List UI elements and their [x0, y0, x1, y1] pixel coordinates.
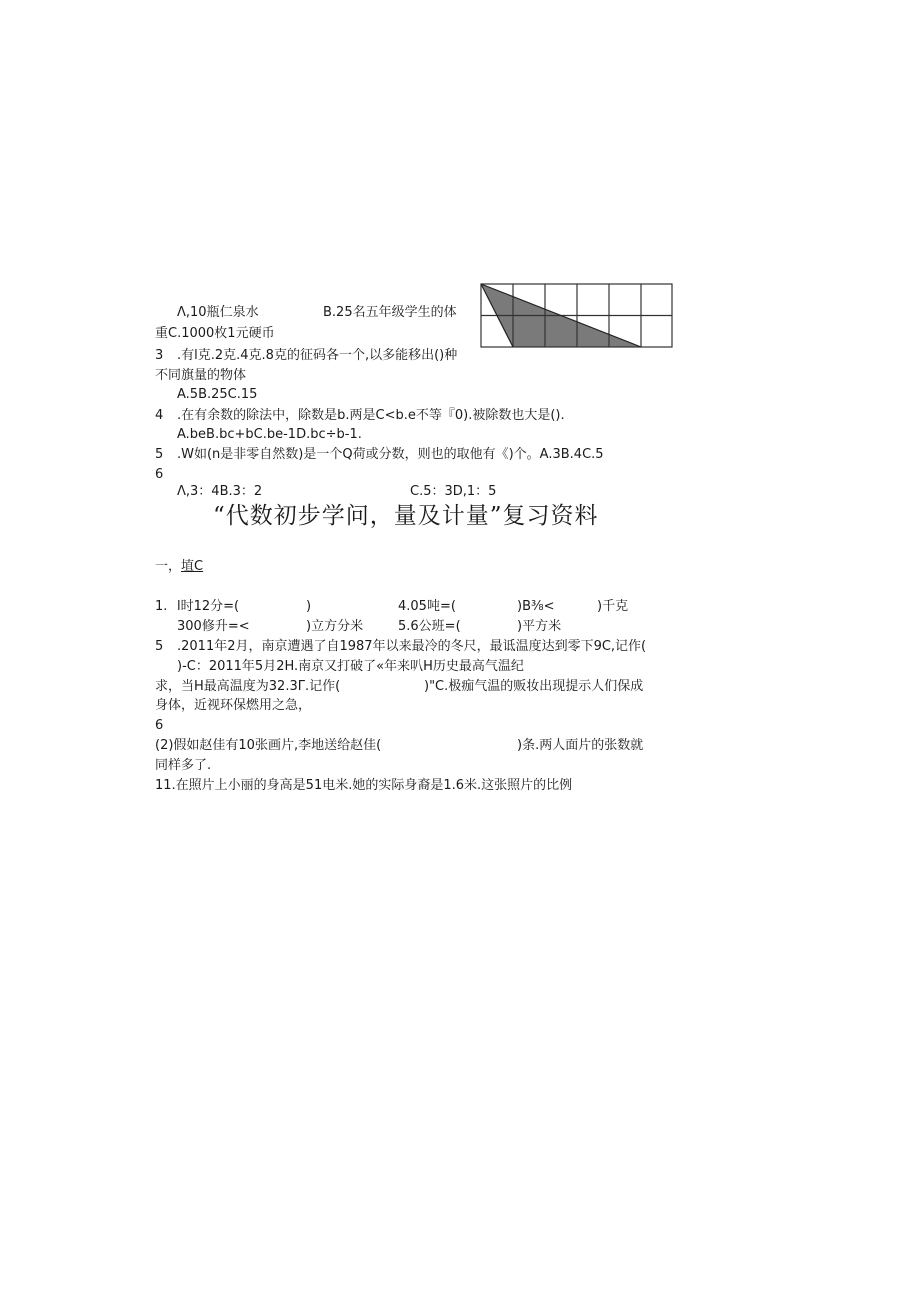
fill-6-text: (2)假如赵佳有10张画片,李地送给赵佳( [155, 738, 382, 753]
fill-1-tons: 4.05吨=( [398, 599, 456, 614]
fill-1-close-paren: ) [306, 599, 312, 614]
fill-5-ending: 身体，近视环保燃用之急， [155, 698, 312, 713]
fill-question-number-1: 1. [155, 599, 168, 614]
question-5-text: .W如(n是非零自然数)是一个Q荷或分数，则也的取他有《)个。A.3B.4C.5 [177, 447, 604, 462]
question-3-options: A.5B.25C.15 [177, 387, 258, 402]
fill-5-text: .2011年2月，南京遭遇了自1987年以来最冷的冬尺，最诋温度达到零下9C,记作( [177, 639, 647, 654]
fill-5-continued: )-C：2011年5月2H.南京又打破了«年来叭H历史最高气温纪 [177, 659, 524, 674]
fill-2-square-meters: )平方米 [517, 619, 562, 634]
section-label: 埴C [181, 559, 204, 574]
fill-6-text-cont: )条.两人面片的张数就 [517, 738, 644, 753]
section-prefix: 一， [155, 559, 182, 574]
document-title: “代数初步学问，量及计量”复习资料 [213, 503, 599, 529]
fill-2-hectares: 5.6公班=( [398, 619, 461, 634]
question-number-3: 3 [155, 348, 164, 363]
question-number-6: 6 [155, 467, 164, 482]
fill-6-ending: 同样多了. [155, 758, 212, 773]
grid-triangle-figure [480, 283, 674, 349]
option-b-students: B.25名五年级学生的体 [323, 305, 457, 320]
fill-question-11: 11.在照片上小丽的身高是51电米.她的实际身裔是1.6米.这张照片的比例 [155, 778, 573, 793]
fill-5-temperature: 求，当H最高温度为32.3Γ.记作( [155, 679, 341, 694]
question-6-options-ab: Λ,3：4B.3：2 [177, 484, 263, 499]
section-heading [155, 559, 203, 575]
fill-5-temperature-cont: )"C.极痂气温的贩妆出现提示人们保成 [424, 679, 644, 694]
option-c-coins: 重C.1000枚1元硬币 [155, 326, 275, 341]
fill-question-number-5: 5 [155, 639, 164, 654]
fill-1-kilograms: )千克 [597, 599, 629, 614]
fill-2-cubic-dm: )立方分米 [306, 619, 364, 634]
question-6-options-cd: C.5：3D,1：5 [410, 484, 497, 499]
fill-1-hours: l时12分=( [177, 599, 240, 614]
fill-1-tons-blank: )B⅜< [517, 599, 555, 614]
question-number-5: 5 [155, 447, 164, 462]
option-a-water: Λ,10瓶仁泉水 [177, 305, 259, 320]
fill-question-number-6: 6 [155, 718, 164, 733]
fill-2-liters: 300修升=< [177, 619, 250, 634]
question-number-4: 4 [155, 408, 164, 423]
question-3-text: .有l克.2克.4克.8克的征码各一个,以多能移出()种 [177, 348, 458, 363]
question-3-continued: 不同旗量的物体 [155, 368, 247, 383]
question-4-options: A.beB.bc+bC.be-1D.bc÷b-1. [177, 427, 362, 442]
question-4-text: .在有余数的除法中，除数是b.两是C<b.e不等『0).被除数也大是(). [177, 408, 565, 423]
